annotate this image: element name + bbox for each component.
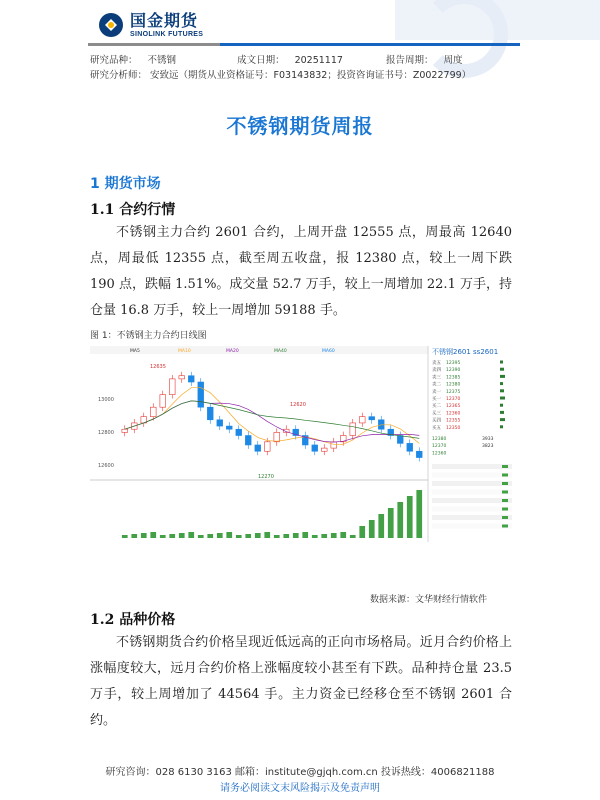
logo-en: SINOLINK FUTURES: [130, 30, 204, 38]
volume-bar: [245, 534, 251, 538]
quote-bar: [500, 375, 505, 378]
volume-bar: [255, 533, 261, 538]
volume-bar: [131, 534, 137, 538]
quote-panel-title: 不锈钢2601 ss2601: [432, 348, 499, 356]
y-tick-1: 13000: [98, 397, 114, 403]
candle-body: [207, 407, 213, 420]
volume-bar: [407, 496, 413, 538]
quote-label: 卖二: [432, 382, 441, 388]
meta-line-1: [90, 52, 483, 66]
volume-bar: [217, 533, 223, 538]
quote-label: 卖三: [432, 375, 441, 381]
legend-item-ma20: MA20: [226, 349, 239, 354]
candle-body: [397, 436, 403, 444]
volume-bar: [350, 535, 356, 538]
tick-marker: [502, 465, 508, 468]
stat-price: 12380: [432, 437, 447, 442]
volume-bar: [369, 520, 375, 538]
volume-bar: [226, 532, 232, 538]
variety-value: 不锈钢: [147, 55, 177, 66]
volume-bar: [312, 535, 318, 538]
quote-price: 12380: [446, 382, 461, 388]
candle-body: [264, 442, 270, 451]
quote-bar: [500, 389, 504, 392]
candle-body: [312, 445, 318, 451]
variety-label: 研究品种：: [90, 55, 138, 66]
volume-bar: [340, 532, 346, 538]
quote-bar: [500, 361, 503, 364]
volume-bar: [150, 532, 156, 538]
candle-body: [188, 376, 194, 382]
quote-label: 买五: [432, 425, 441, 431]
volume-bar: [331, 533, 337, 538]
volume-bar: [302, 532, 308, 538]
quote-price: 12360: [446, 411, 461, 417]
stat-value: 3823: [482, 444, 494, 450]
volume-bar: [293, 533, 299, 538]
volume-bar: [416, 490, 422, 538]
candle-body: [407, 443, 413, 451]
volume-bar: [160, 535, 166, 538]
quote-price: 12375: [446, 389, 461, 395]
page-title: 不锈钢期货周报: [226, 114, 374, 138]
logo-cn: 国金期货: [130, 10, 199, 30]
logo-icon: [98, 12, 124, 38]
quote-label: 买一: [432, 397, 441, 402]
low-label: 12270: [258, 474, 274, 480]
volume-bar: [321, 534, 327, 538]
tick-row: [432, 524, 512, 529]
tick-row: [432, 464, 512, 469]
quote-bar: [500, 425, 503, 428]
company-logo: [98, 6, 203, 44]
quote-price: 12385: [446, 375, 461, 381]
kline-svg: [90, 346, 518, 542]
volume-bar: [169, 534, 175, 538]
quote-price: 12350: [446, 425, 461, 431]
candle-body: [331, 442, 337, 448]
candle-body: [198, 382, 204, 407]
tick-row: [432, 481, 512, 486]
header-rule-blue: [220, 43, 520, 46]
candle-body: [179, 376, 185, 379]
quote-price: 12395: [446, 361, 461, 366]
quote-label: 买二: [432, 404, 441, 410]
tick-marker: [502, 525, 508, 528]
legend-item-ma60: MA60: [322, 349, 335, 354]
quote-price: 12370: [446, 397, 461, 402]
candle-body: [122, 429, 128, 432]
candle-body: [150, 407, 156, 416]
candle-body: [369, 417, 375, 420]
candle-body: [350, 423, 356, 436]
candle-body: [226, 426, 232, 429]
volume-bar: [378, 514, 384, 538]
quote-label: 卖四: [432, 368, 441, 374]
tick-marker: [502, 491, 508, 494]
volume-bar: [122, 535, 128, 538]
tick-marker: [502, 508, 508, 511]
quote-label: 买三: [432, 411, 441, 417]
candle-body: [321, 448, 327, 451]
candle-body: [217, 420, 223, 426]
tick-row: [432, 498, 512, 503]
quote-bar: [500, 404, 503, 407]
volume-bar: [207, 534, 213, 538]
quote-bar: [500, 368, 504, 371]
data-source: 数据来源：文华财经行情软件: [370, 595, 488, 605]
candle-body: [236, 429, 242, 435]
figure-caption: 图 1：不锈钢主力合约日线图: [90, 331, 207, 341]
tick-marker: [502, 482, 508, 485]
volume-bar: [388, 508, 394, 538]
date-label: 成文日期：: [237, 55, 285, 66]
stat-price: 12370: [432, 444, 447, 450]
legend-item-ma10: MA10: [178, 349, 191, 354]
candle-body: [245, 436, 251, 445]
legend-item-ma40: MA40: [274, 349, 287, 354]
candle-body: [160, 395, 166, 408]
candle-body: [359, 417, 365, 423]
volume-bar: [236, 535, 242, 538]
volume-bar: [274, 535, 280, 538]
analyst-line: 研究分析师： 安致远（期货从业资格证号：F03143832；投资咨询证书号：Z0022799）: [90, 70, 472, 81]
tick-row: [432, 507, 512, 512]
period-value: 周度: [443, 55, 463, 66]
peak-label: 12635: [150, 364, 166, 370]
tick-marker: [502, 516, 508, 519]
volume-bar: [359, 526, 365, 538]
tick-row: [432, 490, 512, 495]
volume-bar: [179, 533, 185, 538]
quote-bar: [500, 418, 505, 421]
stat-price: 12360: [432, 451, 447, 457]
quote-label: 卖五: [432, 361, 441, 366]
quote-price: 12365: [446, 404, 461, 410]
candle-body: [416, 451, 422, 457]
y-tick-3: 12600: [98, 463, 114, 469]
date-value: 20251117: [294, 55, 343, 66]
tick-marker: [502, 499, 508, 502]
candle-body: [255, 445, 261, 451]
contract-paragraph: 不锈钢主力合约 2601 合约，上周开盘 12555 点，周最高 12640 点，周最低 12355 点，截至周五收盘，报 12380 点，较上一周下跌 190 点，跌幅 1.51%。成交量 52.7 万手，较上一周增加 22.1 万手，持仓量 16.8 万手，较上一周增加 59188 手。: [90, 225, 512, 318]
volume-bar: [188, 532, 194, 538]
section-heading-futures: 1 期货市场: [90, 176, 161, 192]
tick-row: [432, 473, 512, 478]
mid-peak-label: 12620: [290, 402, 306, 408]
subsection-heading-contract: 1.1 合约行情: [90, 202, 176, 218]
quote-bar: [500, 382, 503, 385]
quote-bar: [500, 411, 504, 414]
volume-bar: [264, 532, 270, 538]
tick-marker: [502, 474, 508, 477]
period-label: 报告周期：: [385, 55, 434, 66]
volume-bar: [198, 535, 204, 538]
quote-label: 买四: [432, 418, 441, 424]
legend-item-ma5: MA5: [130, 349, 140, 354]
daily-kline-chart: [90, 346, 518, 542]
subsection-heading-price: 1.2 品种价格: [90, 612, 176, 628]
y-tick-2: 12800: [98, 430, 114, 436]
quote-label: 卖一: [432, 389, 441, 395]
disclaimer-link[interactable]: 请务必阅读文末风险揭示及免责声明: [220, 783, 380, 794]
volume-bar: [397, 502, 403, 538]
candle-body: [274, 432, 280, 441]
quote-bar: [500, 397, 505, 400]
quote-price: 12355: [446, 418, 461, 424]
header-rule-gray: [88, 43, 220, 46]
quote-price: 12390: [446, 368, 461, 374]
candle-body: [169, 379, 175, 395]
volume-bar: [283, 534, 289, 538]
tick-row: [432, 515, 512, 520]
contact-info: 研究咨询：028 6130 3163 邮箱：institute@gjqh.com.cn 投诉热线：4006821188: [105, 767, 495, 778]
price-paragraph: 不锈钢期货合约价格呈现近低远高的正向市场格局。近月合约价格上涨幅度较大，远月合约价格上涨幅度较小甚至有下跌。品种持仓量 23.5 万手，较上周增加了 44564 手。主力资金已经移仓至不锈钢 2601 合约。: [90, 635, 512, 728]
stat-value: 3933: [482, 437, 494, 442]
volume-bar: [141, 533, 147, 538]
